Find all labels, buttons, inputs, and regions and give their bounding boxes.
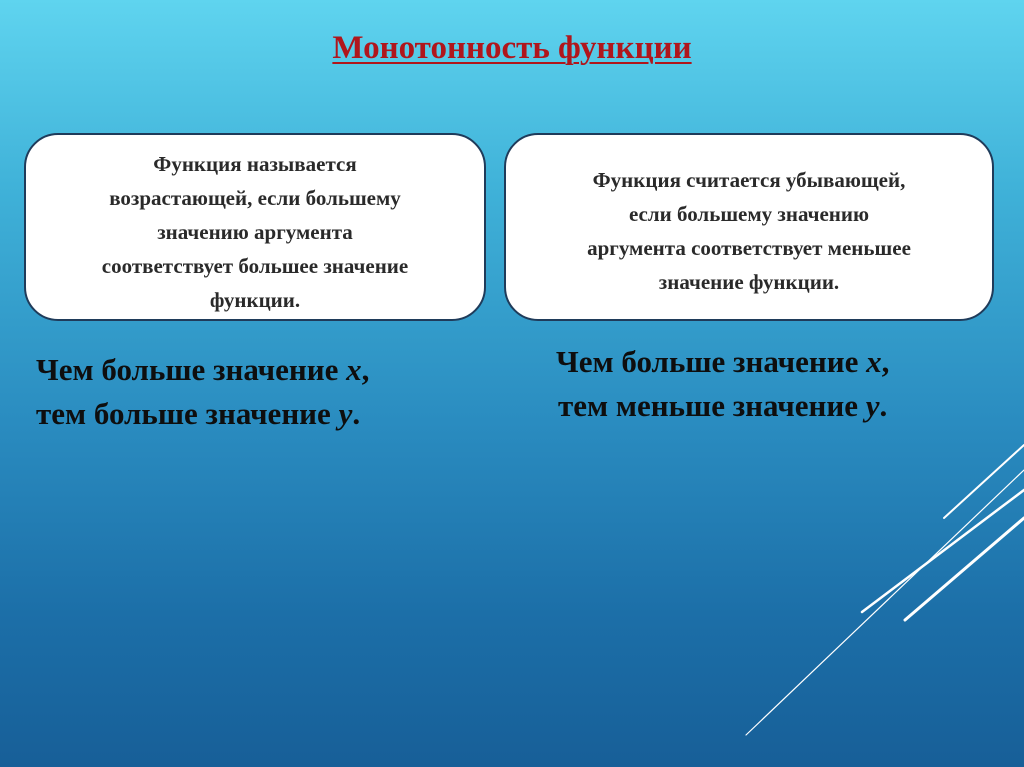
- increasing-statement-line2-suffix: .: [352, 396, 361, 431]
- increasing-definition-text: Функция называется возрастающей, если большему значению аргумента соответствует большее значение функции.: [101, 152, 409, 312]
- increasing-statement-var-x: x: [346, 352, 362, 387]
- decorative-line-4: [746, 470, 1024, 735]
- increasing-definition-box: [24, 133, 486, 321]
- decreasing-statement-line2-suffix: .: [879, 388, 888, 423]
- decreasing-statement-line1-suffix: ,: [881, 344, 890, 379]
- decreasing-statement-line2-prefix: тем меньше значение: [558, 388, 866, 423]
- decreasing-statement-var-y: y: [865, 388, 880, 423]
- decreasing-statement-var-x: x: [866, 344, 882, 379]
- increasing-statement-var-y: y: [338, 396, 353, 431]
- slide-title: Монотонность функции: [332, 30, 692, 66]
- decreasing-statement: [556, 340, 889, 428]
- decorative-line-2: [862, 490, 1024, 612]
- decreasing-statement-line1-prefix: Чем больше значение: [556, 344, 867, 379]
- increasing-statement: [36, 348, 369, 436]
- decorative-line-3: [905, 518, 1024, 620]
- increasing-statement-line1-suffix: ,: [361, 352, 370, 387]
- decreasing-definition-box: [504, 133, 994, 321]
- decreasing-definition-text: Функция считается убывающей, если большему значению аргумента соответствует меньшее значение функции.: [587, 168, 911, 294]
- decorative-line-1: [944, 445, 1024, 518]
- increasing-statement-line2-prefix: тем больше значение: [36, 396, 339, 431]
- increasing-statement-line1-prefix: Чем больше значение: [36, 352, 347, 387]
